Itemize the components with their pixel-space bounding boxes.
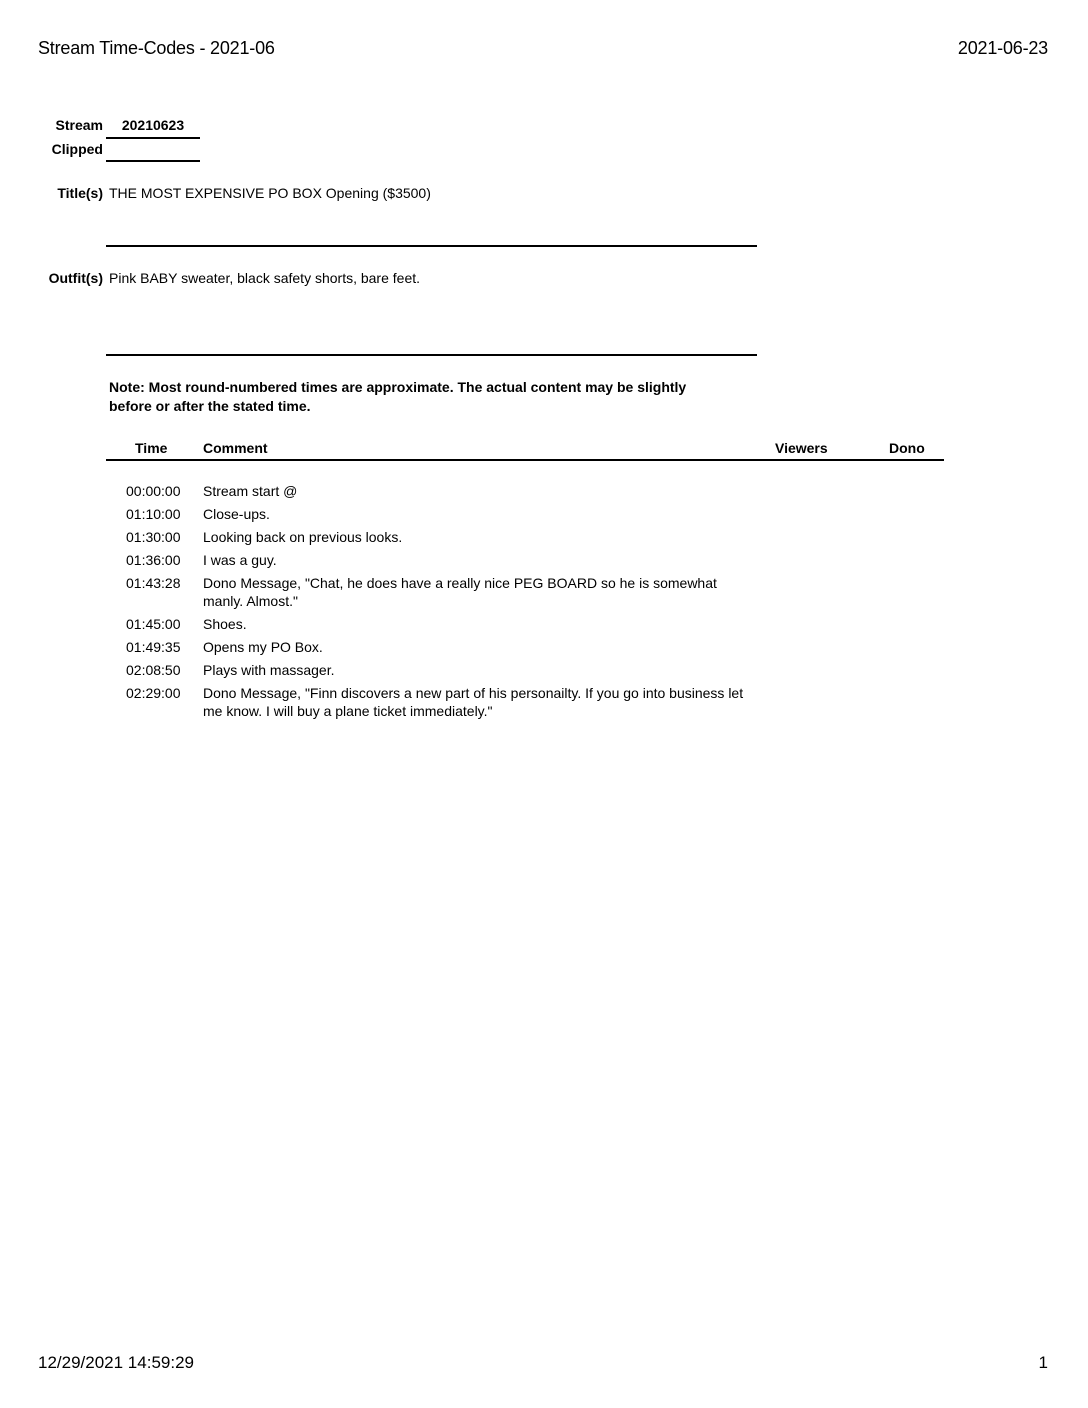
- row-time: 01:49:35: [126, 639, 181, 655]
- row-time: 01:43:28: [126, 575, 181, 591]
- titles-label: Title(s): [57, 185, 103, 201]
- table-row: [106, 505, 756, 523]
- table-row: [106, 482, 756, 500]
- row-comment: I was a guy.: [203, 552, 277, 568]
- row-comment: Stream start @: [203, 483, 298, 499]
- stream-value: 20210623: [106, 117, 200, 139]
- row-time: 00:00:00: [126, 483, 181, 499]
- clipped-label: Clipped: [51, 141, 103, 157]
- row-comment: Opens my PO Box.: [203, 639, 323, 655]
- column-header-viewers: Viewers: [775, 440, 828, 456]
- column-header-comment: Comment: [203, 440, 268, 456]
- row-time: 01:36:00: [126, 552, 181, 568]
- table-row: [106, 551, 756, 569]
- column-header-time: Time: [135, 440, 168, 456]
- row-comment: Plays with massager.: [203, 662, 335, 678]
- table-row: [106, 528, 756, 546]
- footer-timestamp: 12/29/2021 14:59:29: [38, 1353, 194, 1372]
- titles-value: THE MOST EXPENSIVE PO BOX Opening ($3500): [109, 185, 431, 201]
- clipped-value: [106, 141, 200, 162]
- outfits-value: Pink BABY sweater, black safety shorts, bare feet.: [109, 270, 421, 286]
- column-header-dono: Dono: [889, 440, 925, 456]
- header-date: 2021-06-23: [957, 38, 1048, 58]
- table-row: [106, 574, 756, 610]
- timecode-table: [106, 482, 756, 725]
- outfits-label: Outfit(s): [48, 270, 103, 286]
- stream-label: Stream: [55, 117, 103, 133]
- row-time: 01:10:00: [126, 506, 181, 522]
- row-comment: Looking back on previous looks.: [203, 529, 403, 545]
- table-row: [106, 684, 756, 720]
- table-row: [106, 661, 756, 679]
- row-comment: Close-ups.: [203, 506, 270, 522]
- row-time: 02:29:00: [126, 685, 181, 701]
- table-row: [106, 615, 756, 633]
- row-time: 01:30:00: [126, 529, 181, 545]
- row-comment: Shoes.: [203, 616, 247, 632]
- table-row: [106, 638, 756, 656]
- note-text: Note: Most round-numbered times are approximate. The actual content may be slightly before or after the stated time.: [109, 379, 687, 414]
- row-time: 02:08:50: [126, 662, 181, 678]
- titles-divider: [106, 245, 757, 247]
- table-header: [106, 440, 944, 461]
- row-comment: Dono Message, "Chat, he does have a really nice PEG BOARD so he is somewhat manly. Almost.": [203, 575, 717, 609]
- row-comment: Dono Message, "Finn discovers a new part of his personailty. If you go into business let me know. I will buy a plane ticket immediately.": [203, 685, 744, 719]
- outfits-divider: [106, 354, 757, 356]
- row-time: 01:45:00: [126, 616, 181, 632]
- document-title: Stream Time-Codes - 2021-06: [38, 38, 275, 58]
- page-number: 1: [1038, 1353, 1048, 1372]
